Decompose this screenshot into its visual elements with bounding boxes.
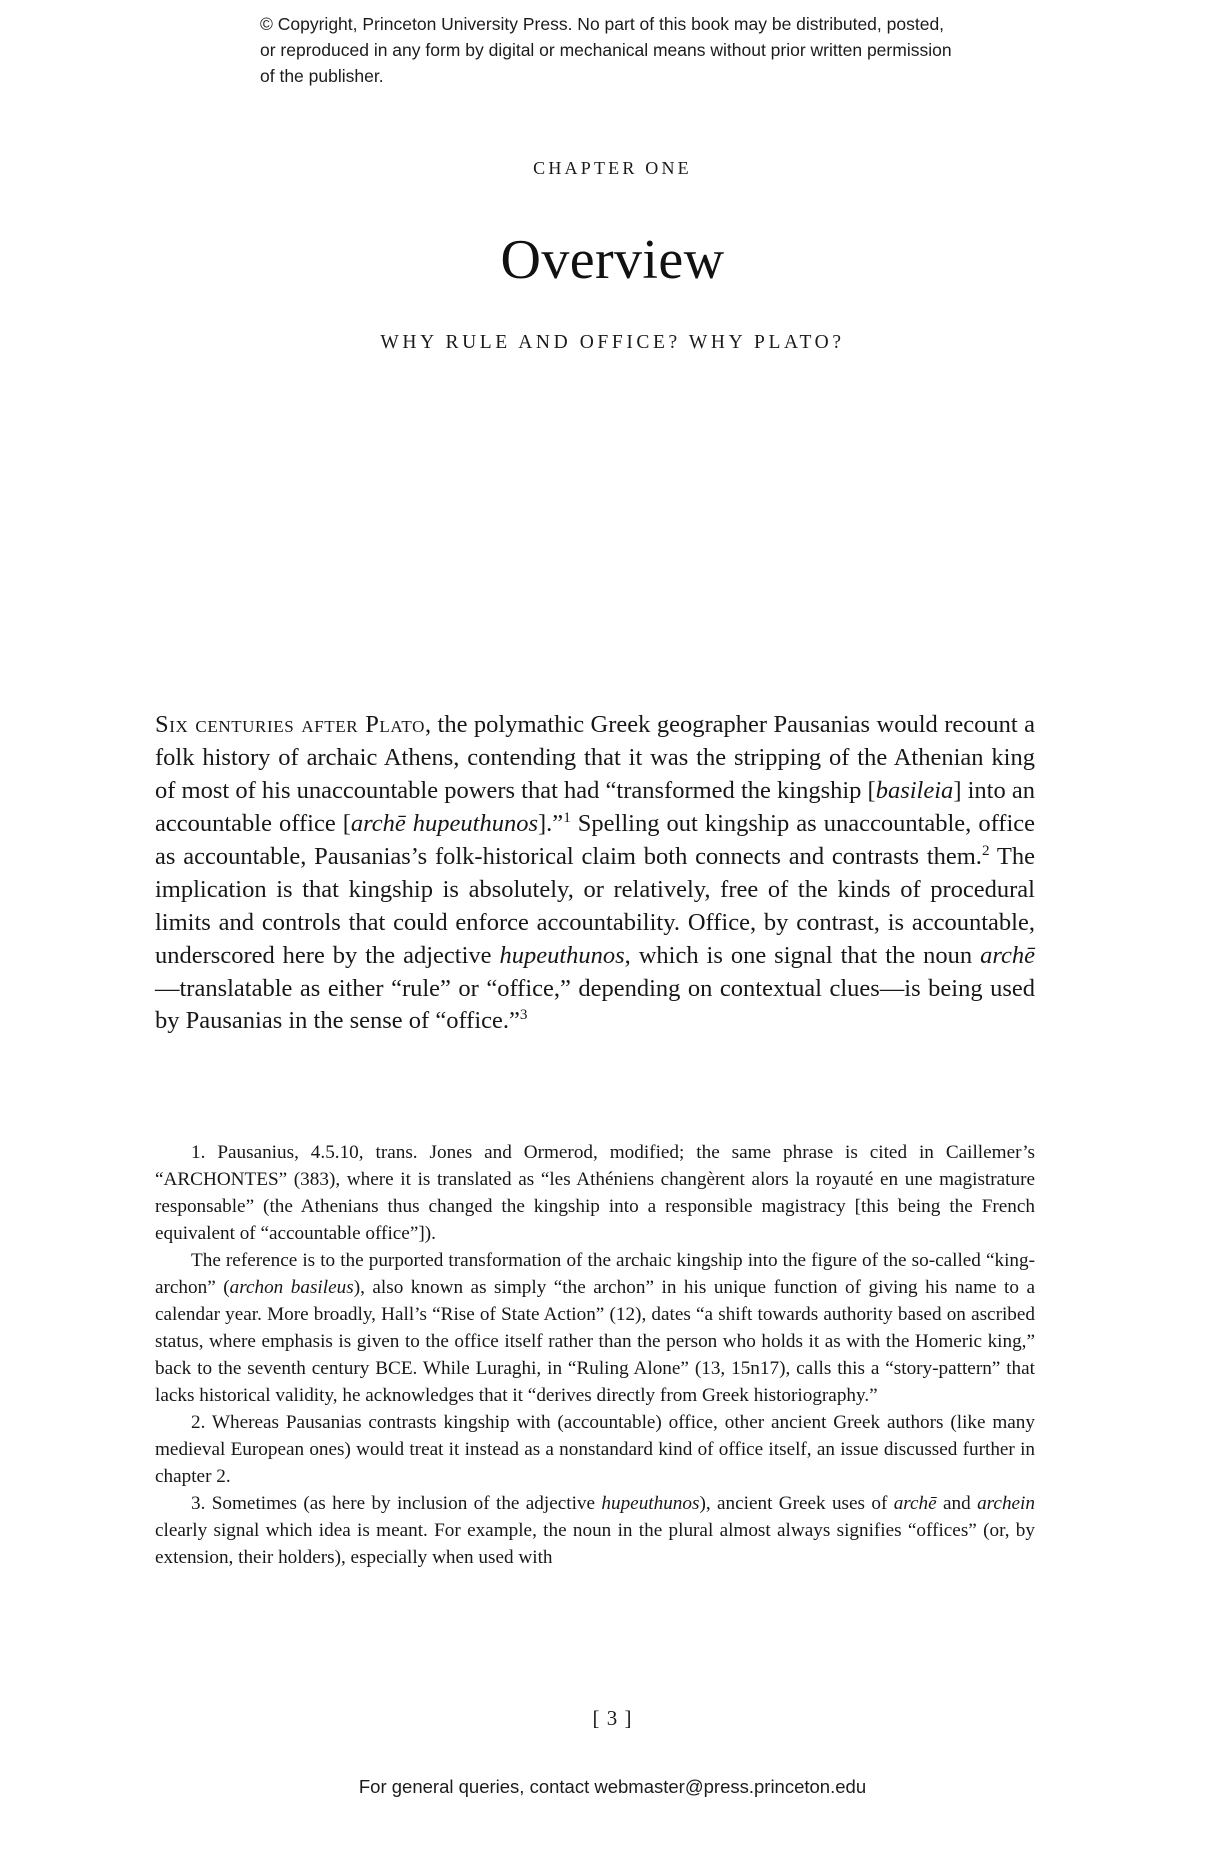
footnote-1-continued: The reference is to the purported transformation of the archaic kingship into the figure of the so-called “king-archon” (archon basileus), also known as simply “the archon” in his unique function of giving his name to a calendar year. More broadly, Hall’s “Rise of State Action” (12), dates “a shift towards authority based on ascribed status, where emphasis is given to the office itself rather than the person who holds it as with the Homeric king,” back to the seventh century BCE. While Luraghi, in “Ruling Alone” (13, 15n17), calls this a “story-pattern” that lacks historical validity, he acknowledges that it “derives directly from Greek historiography.” xyxy=(155,1249,1035,1406)
copyright-notice: © Copyright, Princeton University Press. No part of this book may be distributed, posted, or reproduced in any form by digital or mechanical means without prior written permission of the publisher. xyxy=(260,14,952,86)
chapter-label: CHAPTER ONE xyxy=(533,158,692,178)
page-number: [ 3 ] xyxy=(592,1706,633,1730)
footer-query-line: For general queries, contact webmaster@press.princeton.edu xyxy=(358,1776,867,1797)
footnote-1: 1. Pausanius, 4.5.10, trans. Jones and Ormerod, modified; the same phrase is cited in Caillemer’s “ARCHONTES” (383), where it is translated as “les Athéniens changèrent alors la royauté en une magistrature responsable” (the Athenians thus changed the kingship into a responsible magistracy [this being the French equivalent of “accountable office”]). xyxy=(155,1142,1035,1244)
footnotes xyxy=(155,1140,1035,1572)
footnote-3: 3. Sometimes (as here by inclusion of the adjective hupeuthunos), ancient Greek uses of archē and archein clearly signal which idea is meant. For example, the noun in the plural almost always signifies “offices” (or, by extension, their holders), especially when used with xyxy=(155,1492,1035,1568)
footnote-2: 2. Whereas Pausanias contrasts kingship with (accountable) office, other ancient Greek authors (like many medieval European ones) would treat it instead as a nonstandard kind of office itself, an issue discussed further in chapter 2. xyxy=(155,1411,1035,1487)
body-paragraph-text: , the polymathic Greek geographer Pausanias would recount a folk history of archaic Athens, contending that it was the stripping of the Athenian king of most of his unaccountable powers that had “transformed the kingship [basileia] into an accountable office [archē hupeuthunos].”$^1$ Spelling out kingship as unaccountable, office as accountable, Pausanias’s folk-historical claim both connects and contrasts them.$^2$ The implication is that kingship is absolutely, or relatively, free of the kinds of procedural limits and controls that could enforce accountability. Office, by contrast, is accountable, underscored here by the adjective hupeuthunos, which is one signal that the noun archē—translatable as either “rule” or “office,” depending on contextual clues—is being used by Pausanias in the sense of “office.”$^3$ xyxy=(155,711,1036,1035)
body-paragraph xyxy=(155,709,1035,1038)
page-title: Overview xyxy=(500,229,725,291)
chapter-subtitle: WHY RULE AND OFFICE? WHY PLATO? xyxy=(380,332,845,353)
opening-smallcaps: Six centuries after Plato xyxy=(155,711,425,738)
